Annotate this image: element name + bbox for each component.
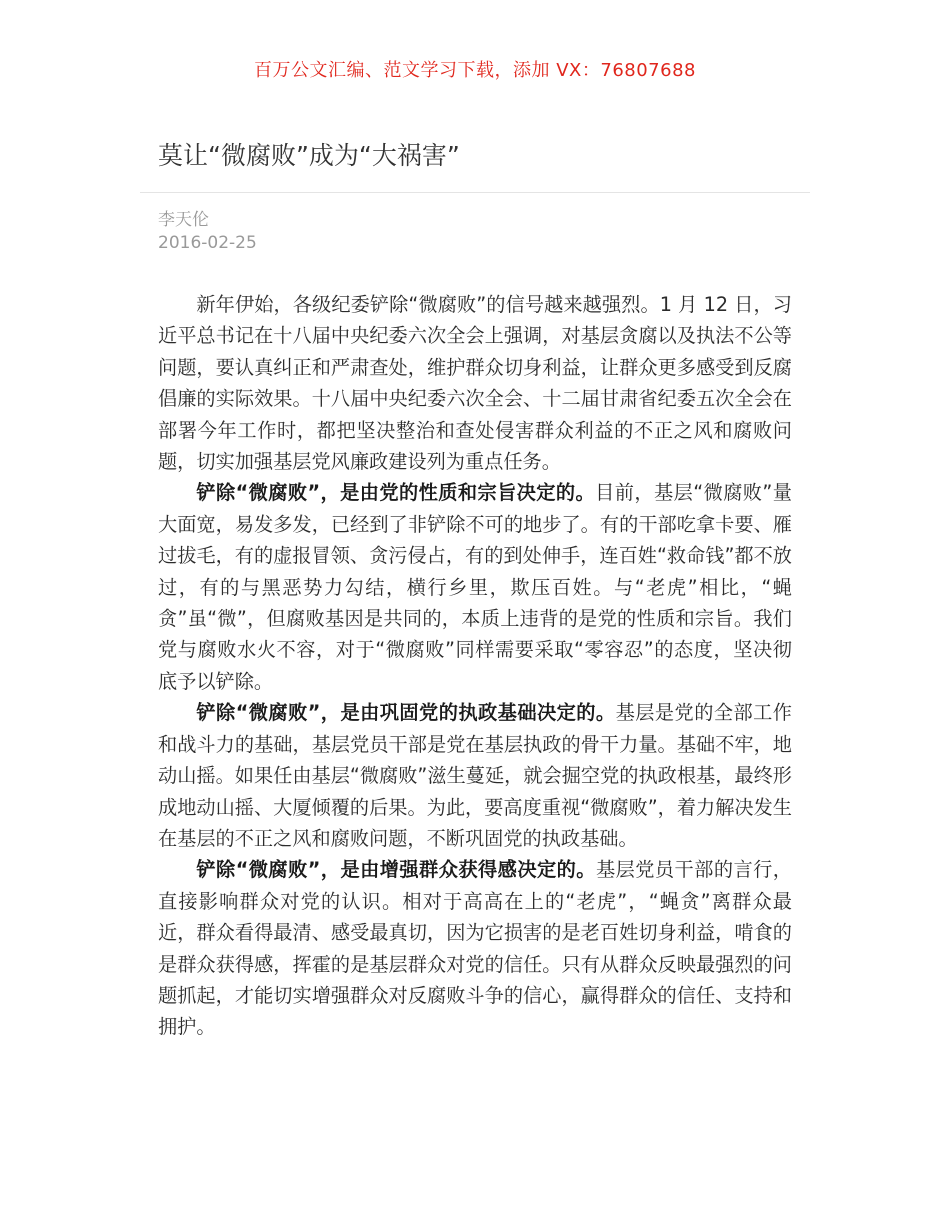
- paragraph-2-lead: 铲除“微腐败”，是由党的性质和宗旨决定的。: [196, 481, 596, 505]
- paragraph-2-text: 目前，基层“微腐败”量大面宽，易发多发，已经到了非铲除不可的地步了。有的干部吃拿卡要、雁过拔毛，有的虚报冒领、贪污侵占，有的到处伸手，连百姓“救命钱”都不放过，有的与黑恶势力勾结，横行乡里，欺压百姓。与“老虎”相比，“蝇贪”虽“微”，但腐败基因是共同的，本质上违背的是党的性质和宗旨。我们党与腐败水火不容，对于“微腐败”同样需要采取“零容忍”的态度，坚决彻底予以铲除。: [158, 481, 792, 693]
- paragraph-2: [158, 477, 792, 697]
- paragraph-3-text: 基层是党的全部工作和战斗力的基础，基层党员干部是党在基层执政的骨干力量。基础不牢，地动山摇。如果任由基层“微腐败”滋生蔓延，就会掘空党的执政根基，最终形成地动山摇、大厦倾覆的后果。为此，要高度重视“微腐败”，着力解决发生在基层的不正之风和腐败问题，不断巩固党的执政基础。: [158, 701, 792, 850]
- paragraph-4-lead: 铲除“微腐败”，是由增强群众获得感决定的。: [196, 858, 596, 882]
- article-title: 莫让“微腐败”成为“大祸害”: [140, 138, 810, 193]
- paragraph-4: [158, 854, 792, 1042]
- article: [140, 138, 810, 1043]
- paragraph-4-text: 基层党员干部的言行，直接影响群众对党的认识。相对于高高在上的“老虎”，“蝇贪”离群众最近，群众看得最清、感受最真切，因为它损害的是老百姓切身利益，啃食的是群众获得感，挥霍的是基层群众对党的信任。只有从群众反映最强烈的问题抓起，才能切实增强群众对反腐败斗争的信心，赢得群众的信任、支持和拥护。: [158, 858, 792, 1039]
- article-meta: [140, 193, 810, 255]
- promo-banner: 百万公文汇编、范文学习下载，添加 VX：76807688: [254, 60, 696, 81]
- article-date: 2016-02-25: [158, 233, 257, 253]
- paragraph-3-lead: 铲除“微腐败”，是由巩固党的执政基础决定的。: [196, 701, 616, 725]
- article-body: [140, 289, 810, 1043]
- paragraph-3: [158, 697, 792, 854]
- paragraph-1: [158, 289, 792, 477]
- paragraph-1-text: 新年伊始，各级纪委铲除“微腐败”的信号越来越强烈。1 月 12 日，习近平总书记在十八届中央纪委六次全会上强调，对基层贪腐以及执法不公等问题，要认真纠正和严肃查处，维护群众切身利益，让群众更多感受到反腐倡廉的实际效果。十八届中央纪委六次全会、十二届甘肃省纪委五次全会在部署今年工作时，都把坚决整治和查处侵害群众利益的不正之风和腐败问题，切实加强基层党风廉政建设列为重点任务。: [158, 293, 792, 474]
- article-author: 李天伦: [158, 210, 209, 230]
